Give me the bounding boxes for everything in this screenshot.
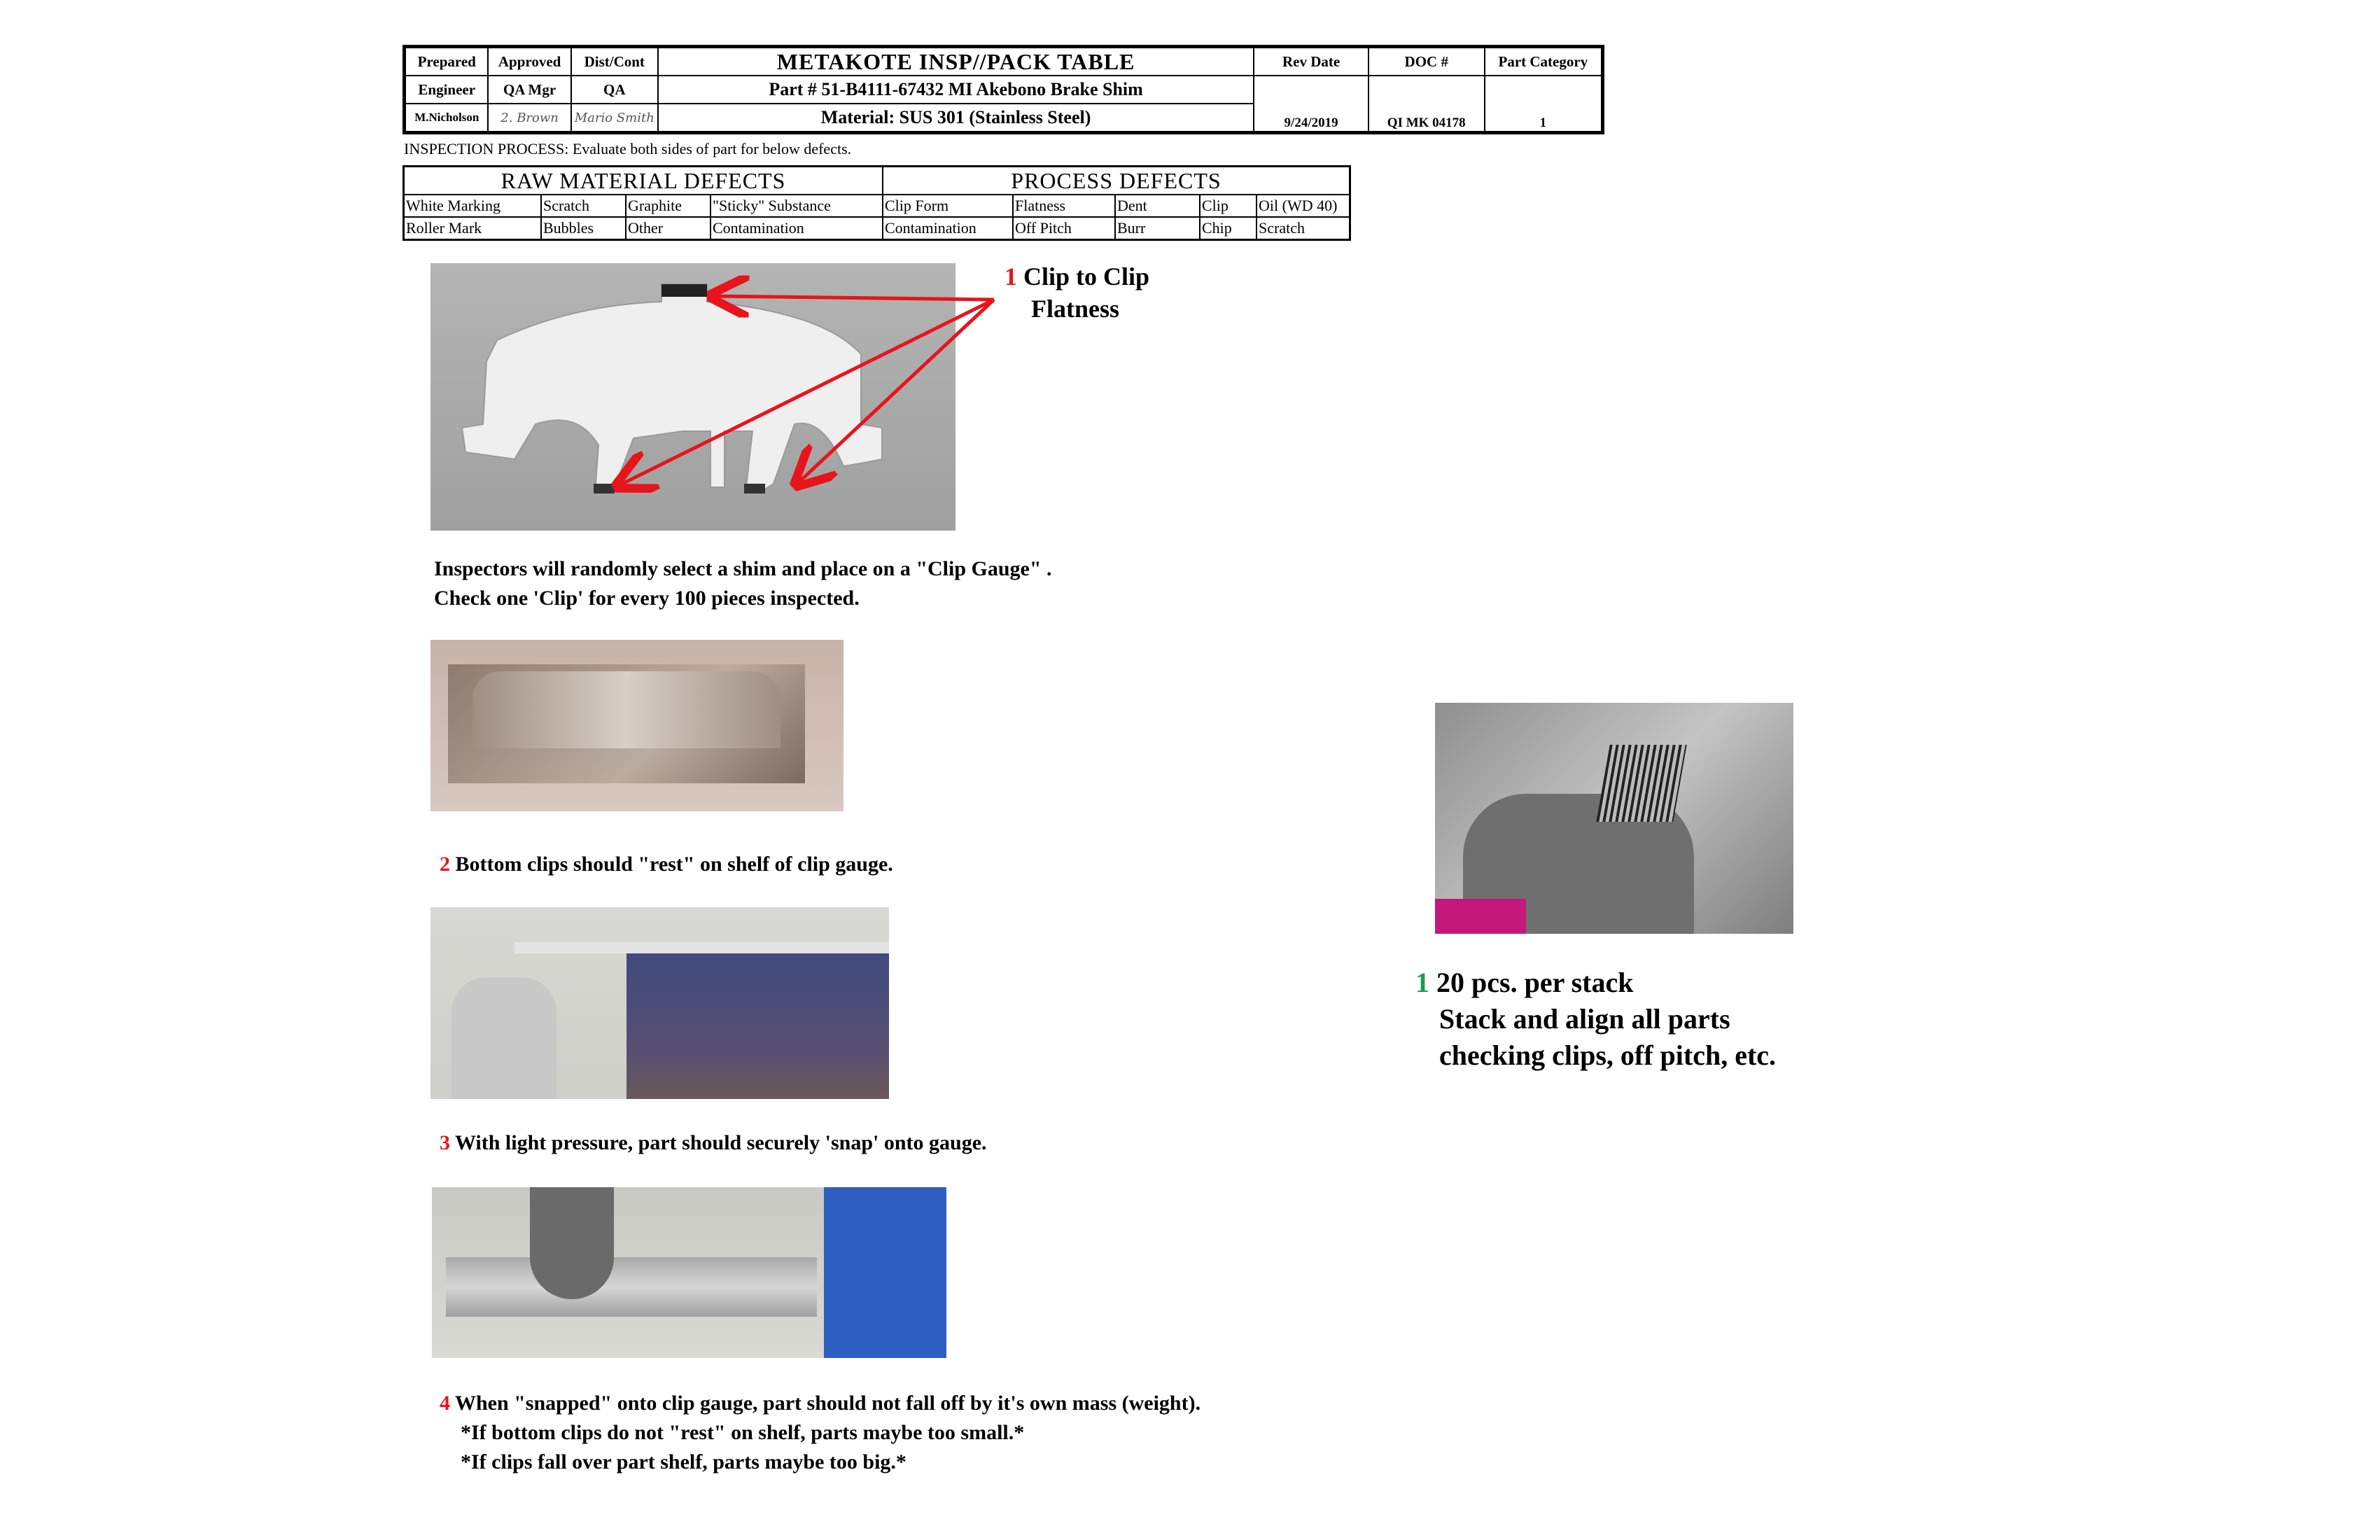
step-number: 2 xyxy=(440,853,450,876)
gauge-block xyxy=(446,1257,817,1317)
defect-cell: "Sticky" Substance xyxy=(710,195,883,217)
defect-cell: Clip Form xyxy=(883,195,1013,217)
shim-stack xyxy=(1596,745,1686,822)
pack-line-1: 20 pcs. per stack xyxy=(1436,967,1634,998)
snap-gauge-photo xyxy=(430,907,889,1099)
defects-row xyxy=(404,195,1350,217)
defects-row xyxy=(404,217,1350,240)
shim-shape-icon xyxy=(430,263,955,531)
process-defects-title: PROCESS DEFECTS xyxy=(883,167,1350,195)
defect-cell: Contamination xyxy=(710,217,883,240)
defect-cell: Roller Mark xyxy=(404,217,542,240)
step-1-caption xyxy=(1004,260,1149,325)
dist-cont-signature: Mario Smith xyxy=(571,104,658,133)
step-number: 4 xyxy=(440,1392,450,1415)
header-table xyxy=(402,45,1604,134)
dist-cont-label: Dist/Cont xyxy=(571,47,658,76)
step-4-note-small: *If bottom clips do not "rest" on shelf, parts maybe too small.* xyxy=(461,1421,1025,1444)
step-4-note-big: *If clips fall over part shelf, parts maybe too big.* xyxy=(461,1450,906,1474)
gloved-hand xyxy=(451,977,556,1099)
defect-cell: Bubbles xyxy=(541,217,626,240)
prepared-role: Engineer xyxy=(405,76,489,104)
defect-cell: Flatness xyxy=(1013,195,1115,217)
step-number: 3 xyxy=(440,1131,450,1154)
defect-cell: Chip xyxy=(1200,217,1256,240)
intro-line-1: Inspectors will randomly select a shim and place on a "Clip Gauge" . xyxy=(434,557,1052,580)
pack-caption xyxy=(1415,965,1776,1074)
step-3-caption xyxy=(440,1128,987,1158)
gauge-side xyxy=(626,949,889,1099)
step-2-text: Bottom clips should "rest" on shelf of clip gauge. xyxy=(455,853,893,876)
clip-gauge-photo xyxy=(430,640,844,811)
defect-cell: Scratch xyxy=(541,195,626,217)
approved-role: QA Mgr xyxy=(488,76,570,104)
pack-line-2: Stack and align all parts xyxy=(1439,1003,1730,1035)
rev-date-value: 9/24/2019 xyxy=(1254,76,1368,133)
defect-cell: White Marking xyxy=(404,195,542,217)
raw-material-defects-title: RAW MATERIAL DEFECTS xyxy=(404,167,883,195)
step-2-caption xyxy=(440,850,893,879)
approved-label: Approved xyxy=(488,47,570,76)
blue-bin xyxy=(824,1187,946,1358)
defect-cell: Off Pitch xyxy=(1013,217,1115,240)
step-number: 1 xyxy=(1004,262,1017,290)
doc-number-value: QI MK 04178 xyxy=(1368,76,1485,133)
stack-photo xyxy=(1435,703,1793,934)
intro-line-2: Check one 'Clip' for every 100 pieces inspected. xyxy=(434,587,860,610)
part-category-label: Part Category xyxy=(1485,47,1603,76)
defects-table xyxy=(402,165,1351,241)
defect-cell: Burr xyxy=(1115,217,1200,240)
shim-photo xyxy=(430,263,955,531)
part-number: Part # 51-B4111-67432 MI Akebono Brake Shim xyxy=(658,76,1254,104)
step-3-text: With light pressure, part should securely 'snap' onto gauge. xyxy=(454,1131,987,1154)
doc-number-label: DOC # xyxy=(1368,47,1485,76)
step-4-text: When "snapped" onto clip gauge, part should not fall off by it's own mass (weight). xyxy=(454,1392,1201,1415)
step-4-caption xyxy=(440,1389,1200,1477)
dist-cont-role: QA xyxy=(571,76,658,104)
defect-cell: Oil (WD 40) xyxy=(1256,195,1350,217)
defect-cell: Scratch xyxy=(1256,217,1350,240)
prepared-signature: M.Nicholson xyxy=(405,104,489,133)
intro-instructions xyxy=(434,554,1052,613)
pack-line-3: checking clips, off pitch, etc. xyxy=(1439,1040,1777,1071)
rev-date-label: Rev Date xyxy=(1254,47,1368,76)
defect-cell: Graphite xyxy=(626,195,710,217)
defect-cell: Other xyxy=(626,217,710,240)
approved-signature: 2. Brown xyxy=(488,104,570,133)
defect-cell: Dent xyxy=(1115,195,1200,217)
gloved-hand xyxy=(530,1187,614,1299)
shim-on-gauge xyxy=(472,671,780,748)
defect-cell: Clip xyxy=(1200,195,1256,217)
prepared-label: Prepared xyxy=(405,47,489,76)
pack-step-number: 1 xyxy=(1415,967,1429,998)
step-1-line2: Flatness xyxy=(1031,295,1119,323)
part-hold-photo xyxy=(432,1187,946,1358)
step-1-line1: Clip to Clip xyxy=(1023,262,1150,290)
shim-edge xyxy=(514,942,889,953)
defect-cell: Contamination xyxy=(883,217,1013,240)
material: Material: SUS 301 (Stainless Steel) xyxy=(658,104,1254,133)
sleeve xyxy=(1435,899,1526,934)
document-title: METAKOTE INSP//PACK TABLE xyxy=(658,47,1254,76)
inspection-process-note: INSPECTION PROCESS: Evaluate both sides of part for below defects. xyxy=(404,140,852,158)
part-category-value: 1 xyxy=(1485,76,1603,133)
